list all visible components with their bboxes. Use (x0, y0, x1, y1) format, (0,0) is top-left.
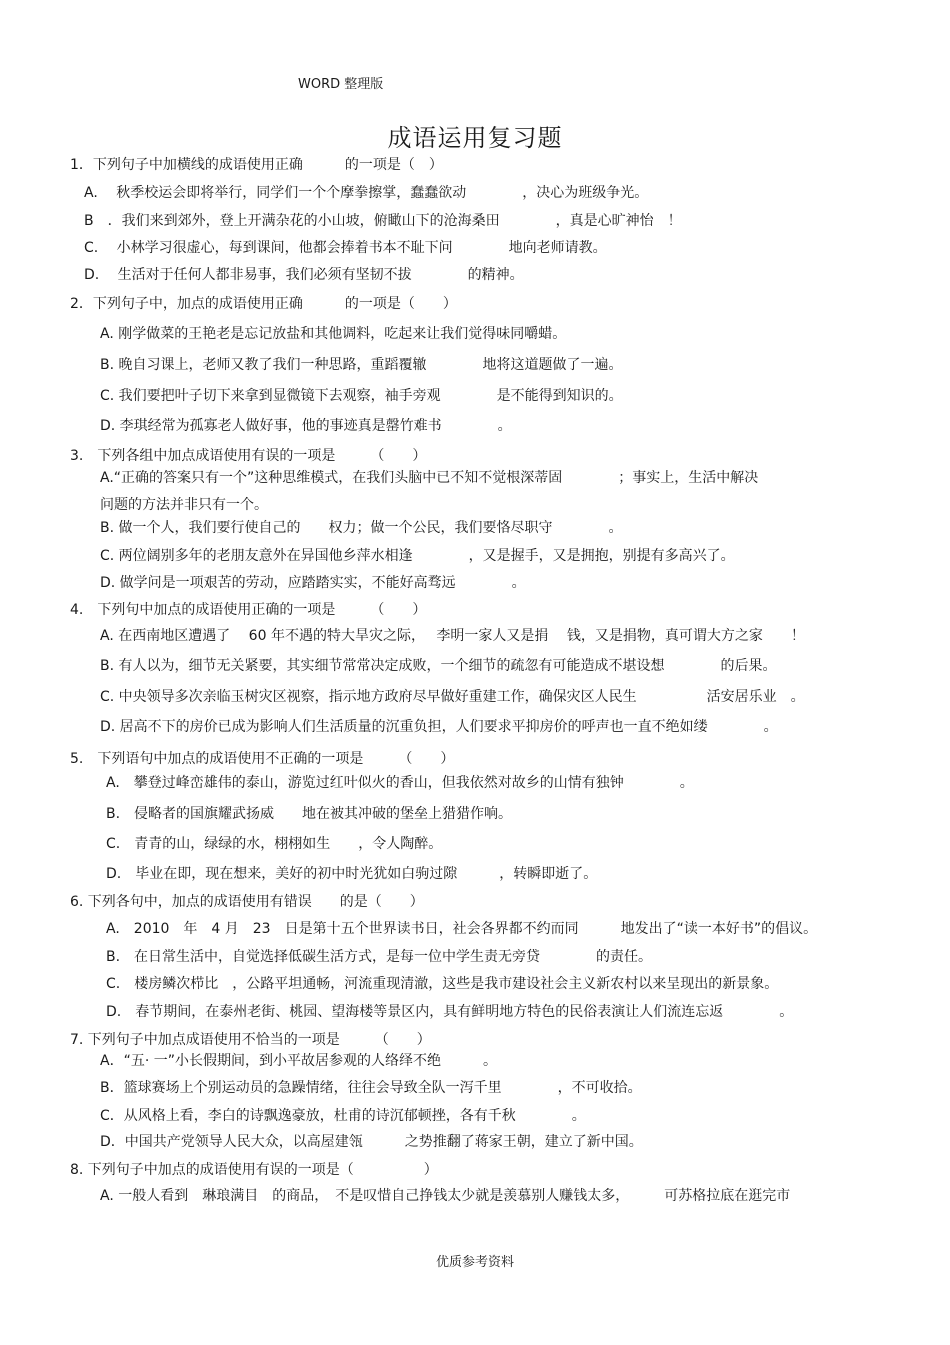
question-4-option-d: D. 居高不下的房价已成为影响人们生活质量的沉重负担，人们要求平抑房价的呼声也一直不绝如缕 。 (100, 719, 778, 735)
question-7-option-a: A．“五· 一”小长假期间，到小平故居参观的人络绎不绝 。 (100, 1053, 497, 1069)
question-5-option-c: C. 青青的山，绿绿的水，栩栩如生 ，令人陶醉。 (106, 836, 443, 852)
question-2-stem: 2．下列句子中，加点的成语使用正确 的一项是（ ） (70, 296, 457, 312)
question-5-stem: 5. 下列语句中加点的成语使用不正确的一项是 （ ） (70, 751, 455, 767)
question-3-option-c: C. 两位阔别多年的老朋友意外在异国他乡萍水相逢 ，又是握手，又是拥抱，别提有多高兴了。 (100, 548, 735, 564)
question-1-option-a: A. 秋季校运会即将举行，同学们一个个摩拳擦掌，蠢蠢欲动 ，决心为班级争光。 (84, 185, 649, 201)
question-6-option-c: C. 楼房鳞次栉比 ，公路平坦通畅，河流重现清澈，这些是我市建设社会主义新农村以来呈现出的新景象。 (106, 976, 779, 992)
question-6-option-d: D. 春节期间，在泰州老街、桃园、望海楼等景区内，具有鲜明地方特色的民俗表演让人们流连忘返 。 (106, 1004, 794, 1020)
question-3-option-d: D. 做学问是一项艰苦的劳动，应踏踏实实，不能好高骛远 。 (100, 575, 526, 591)
question-4-option-a: A. 在西南地区遭遇了 60 年不遇的特大旱灾之际， 李明一家人又是捐 钱，又是捐物，真可谓大方之家 ！ (100, 628, 805, 644)
question-6-option-a: A. 2010 年 4 月 23 日是第十五个世界读书日，社会各界都不约而同 地发出了“读一本好书”的倡议。 (106, 921, 818, 937)
question-5-option-a: A. 攀登过峰峦雄伟的泰山，游览过红叶似火的香山，但我依然对故乡的山情有独钟 。 (106, 775, 694, 791)
question-8-option-a: A. 一般人看到 琳琅满目 的商品， 不是叹惜自己挣钱太少就是羡慕别人赚钱太多， 可苏格拉底在逛完市 (100, 1188, 791, 1204)
question-6-option-b: B. 在日常生活中，自觉选择低碳生活方式，是每一位中学生责无旁贷 的责任。 (106, 949, 653, 965)
document-title: 成语运用复习题 (387, 124, 563, 152)
question-7-option-d: D．中国共产党领导人民大众，以高屋建瓴 之势推翻了蒋家王朝，建立了新中国。 (100, 1134, 643, 1150)
question-6-stem: 6. 下列各句中，加点的成语使用有错误 的是（ ） (70, 894, 424, 910)
question-5-option-d: D. 毕业在即，现在想来，美好的初中时光犹如白驹过隙 ，转瞬即逝了。 (106, 866, 598, 882)
question-3-stem: 3. 下列各组中加点成语使用有误的一项是 （ ） (70, 448, 427, 464)
question-3-option-b: B. 做一个人，我们要行使自己的 权力；做一个公民，我们要恪尽职守 。 (100, 520, 623, 536)
page-header: WORD 整理版 (298, 77, 384, 92)
question-3-option-a-continued: 问题的方法并非只有一个。 (100, 497, 268, 513)
question-4-option-c: C. 中央领导多次亲临玉树灾区视察，指示地方政府尽早做好重建工作，确保灾区人民生 活安居乐业 。 (100, 689, 805, 705)
question-2-option-d: D. 李琪经常为孤寡老人做好事，他的事迹真是罄竹难书 。 (100, 418, 512, 434)
question-7-option-b: B．篮球赛场上个别运动员的急躁情绪，往往会导致全队一泻千里 ，不可收拾。 (100, 1080, 642, 1096)
question-4-option-b: B. 有人以为，细节无关紧要，其实细节常常决定成败，一个细节的疏忽有可能造成不堪设想 的后果。 (100, 658, 777, 674)
question-2-option-b: B. 晚自习课上，老师又教了我们一种思路，重蹈覆辙 地将这道题做了一遍。 (100, 357, 623, 373)
question-1-option-b: B ．我们来到郊外，登上开满杂花的小山坡，俯瞰山下的沧海桑田 ，真是心旷神怡 ！ (84, 213, 682, 229)
question-1-stem: 1．下列句子中加横线的成语使用正确 的一项是（ ） (70, 157, 443, 173)
question-8-stem: 8. 下列句子中加点的成语使用有误的一项是（ ） (70, 1162, 438, 1178)
question-1-option-c: C. 小林学习很虚心，每到课间，他都会捧着书本不耻下问 地向老师请教。 (84, 240, 607, 256)
question-2-option-c: C. 我们要把叶子切下来拿到显微镜下去观察，袖手旁观 是不能得到知识的。 (100, 388, 623, 404)
page-footer: 优质参考资料 (435, 1255, 514, 1270)
question-7-stem: 7. 下列句子中加点成语使用不恰当的一项是 （ ） (70, 1032, 431, 1048)
question-7-option-c: C．从风格上看，李白的诗飘逸豪放，杜甫的诗沉郁顿挫，各有千秋 。 (100, 1108, 586, 1124)
question-2-option-a: A. 刚学做菜的王艳老是忘记放盐和其他调料，吃起来让我们觉得味同嚼蜡。 (100, 326, 567, 342)
question-5-option-b: B. 侵略者的国旗耀武扬威 地在被其冲破的堡垒上猎猎作响。 (106, 806, 513, 822)
question-3-option-a: A.“正确的答案只有一个”这种思维模式，在我们头脑中已不知不觉根深蒂固 ；事实上，生活中解决 (100, 470, 759, 486)
question-1-option-d: D. 生活对于任何人都非易事，我们必须有坚韧不拔 的精神。 (84, 267, 524, 283)
question-4-stem: 4. 下列句中加点的成语使用正确的一项是 （ ） (70, 602, 427, 618)
